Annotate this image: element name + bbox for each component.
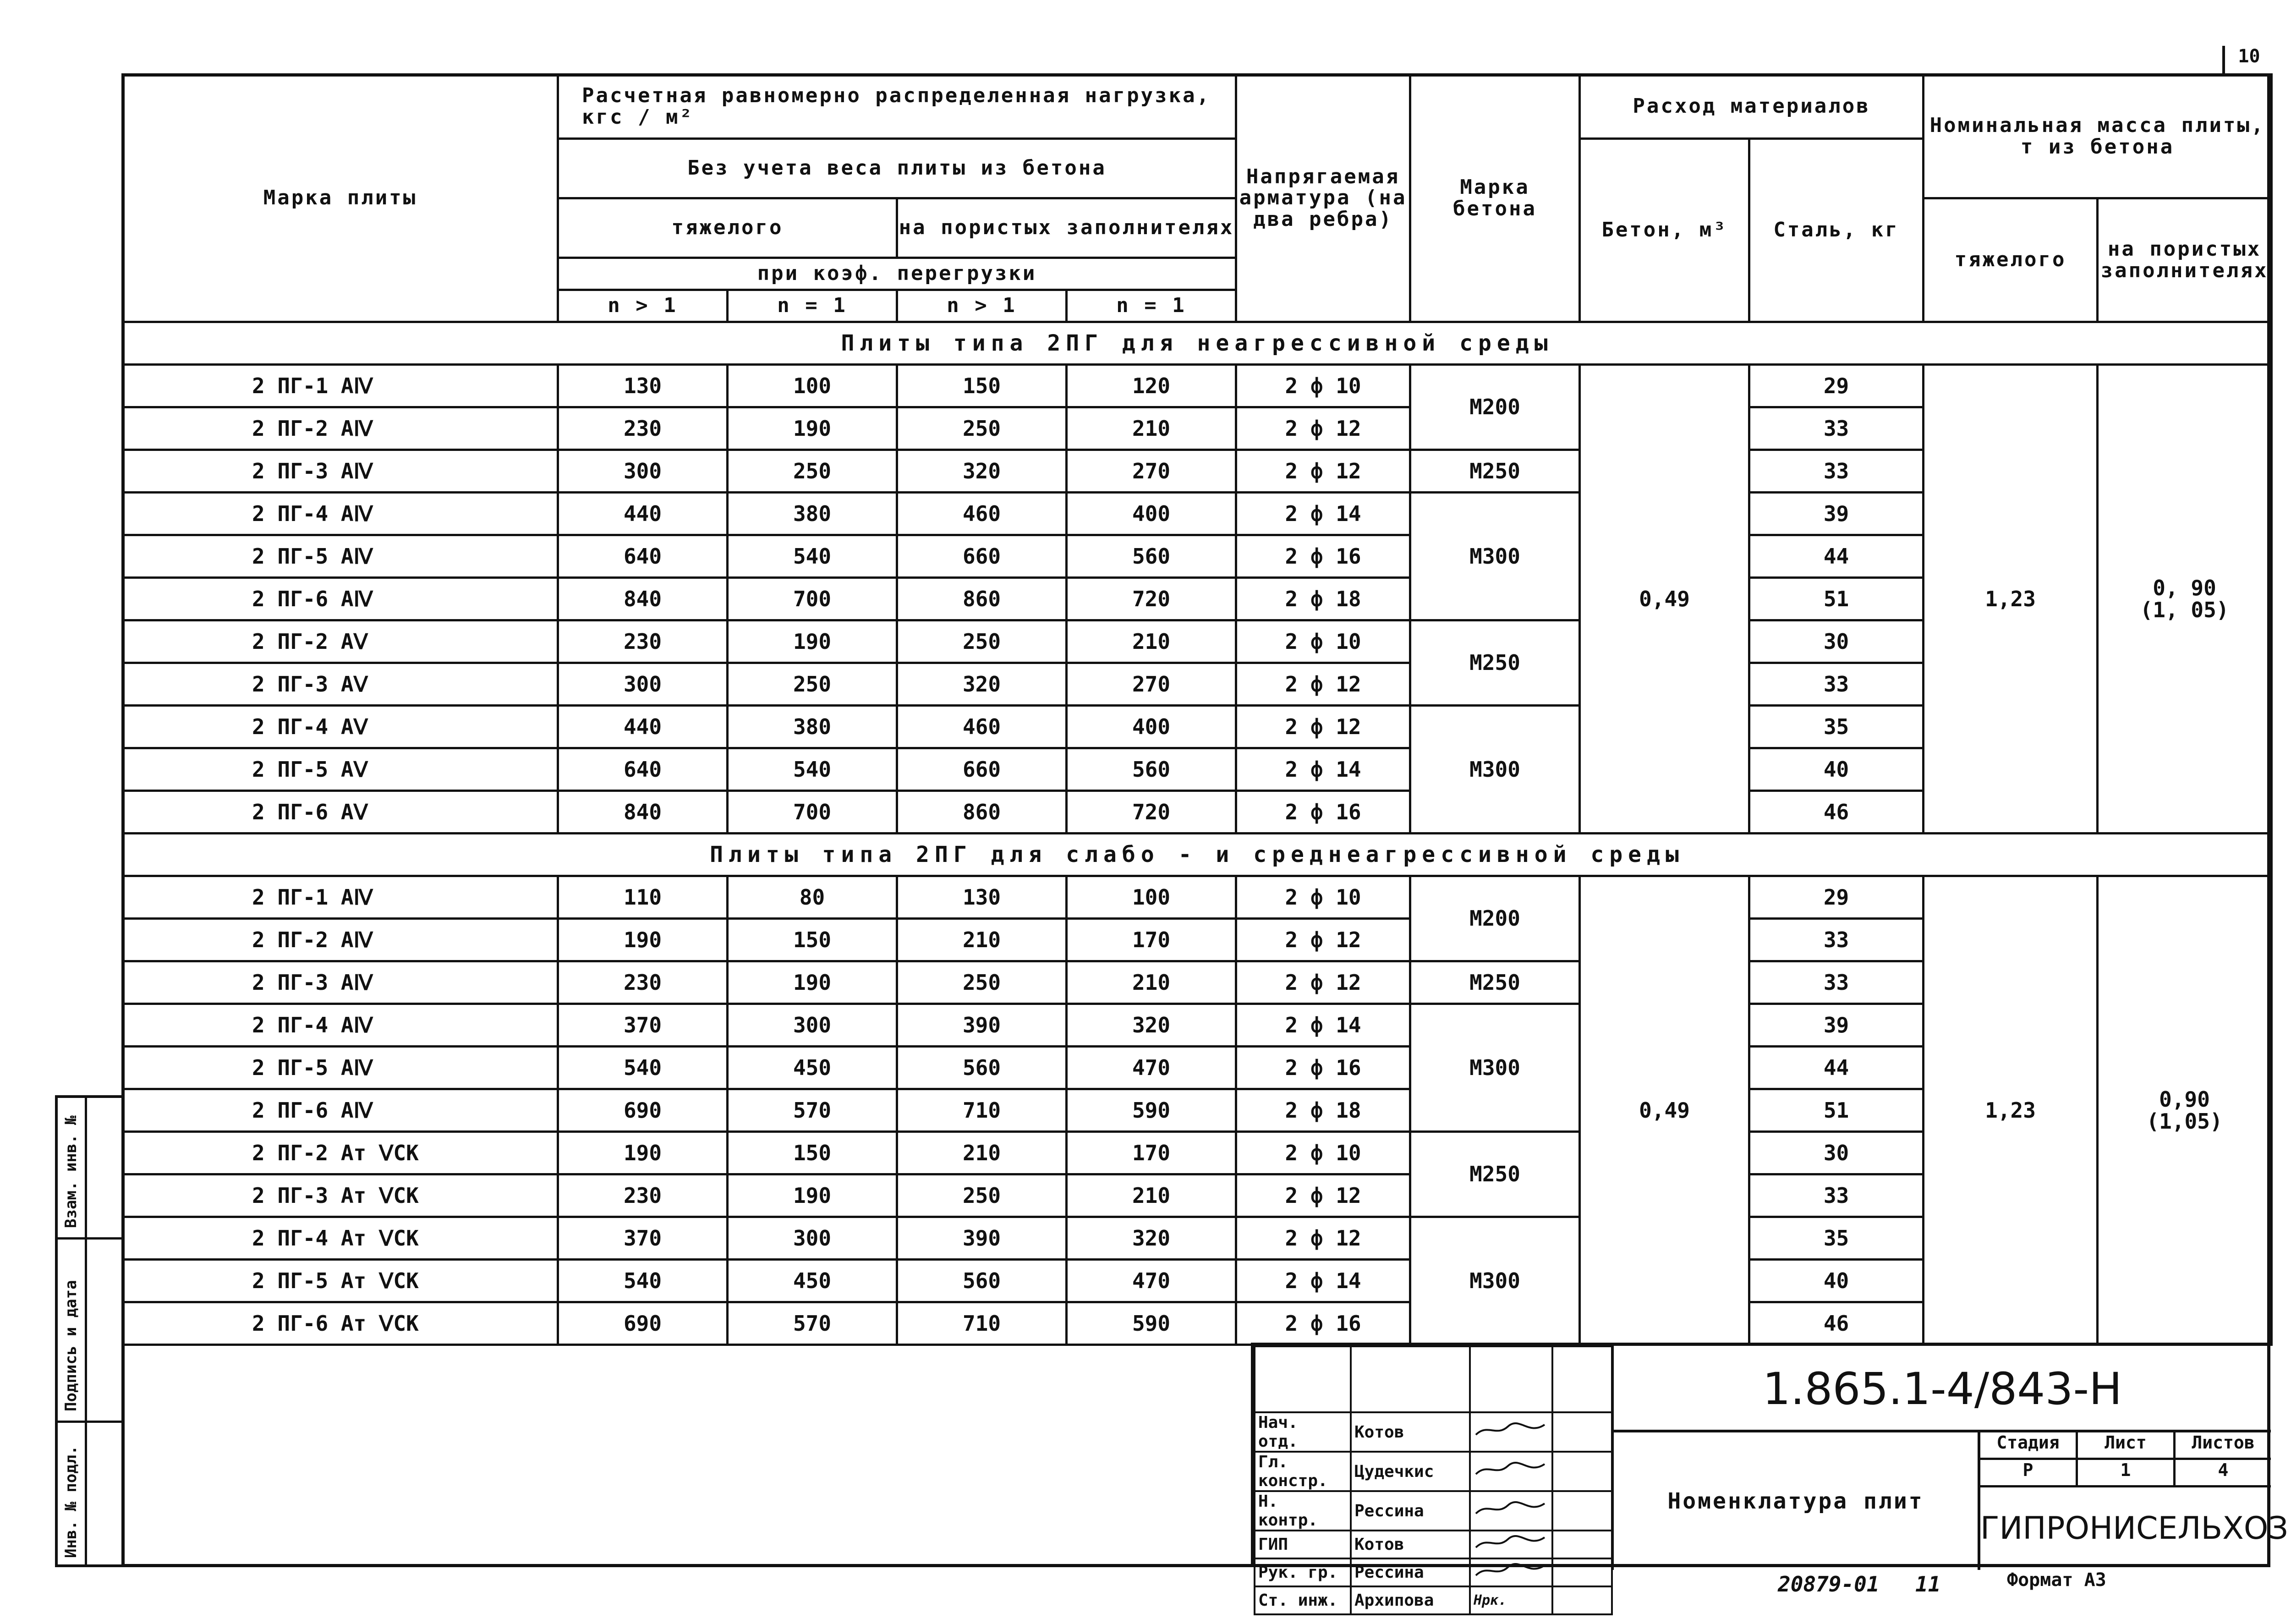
steel-cell: 33 (1749, 663, 1924, 706)
header-nominal-mass: Номинальная масса плиты, т из бетона (1924, 75, 2272, 198)
signers-blank-row (1255, 1346, 1612, 1412)
rebar-cell: 2 ф 16 (1236, 1047, 1410, 1089)
header-mass-heavy: тяжелого (1924, 198, 2098, 322)
load-heavy-n-eq1: 700 (728, 578, 897, 620)
load-porous-n-eq1: 720 (1067, 578, 1236, 620)
date-cell (1552, 1412, 1612, 1452)
load-heavy-n-eq1: 190 (728, 1174, 897, 1217)
mass-heavy-cell: 1,23 (1924, 365, 2098, 834)
load-heavy-n-eq1: 450 (728, 1260, 897, 1302)
signer-name: Архипова (1351, 1586, 1470, 1614)
load-porous-n-gt1: 210 (897, 1132, 1067, 1174)
load-porous-n-eq1: 400 (1067, 493, 1236, 535)
plate-mark: 2 ПГ-2 АⅣ (123, 919, 558, 961)
load-porous-n-eq1: 270 (1067, 450, 1236, 493)
plate-mark: 2 ПГ-4 Ат ⅤСК (123, 1217, 558, 1260)
steel-cell: 44 (1749, 535, 1924, 578)
plate-mark: 2 ПГ-4 АⅤ (123, 706, 558, 748)
plate-mark: 2 ПГ-1 АⅣ (123, 365, 558, 407)
steel-cell: 35 (1749, 1217, 1924, 1260)
load-heavy-n-gt1: 230 (558, 1174, 728, 1217)
concrete-mark-cell: М300 (1410, 706, 1580, 834)
signature-mark (1474, 1421, 1547, 1439)
signer-row (1255, 1412, 1612, 1452)
steel-cell: 39 (1749, 1004, 1924, 1047)
load-porous-n-eq1: 320 (1067, 1217, 1236, 1260)
load-porous-n-gt1: 150 (897, 365, 1067, 407)
load-porous-n-gt1: 250 (897, 620, 1067, 663)
signer-role: Рук. гр. (1255, 1558, 1351, 1586)
load-porous-n-eq1: 400 (1067, 706, 1236, 748)
concrete-mark-cell: М300 (1410, 1004, 1580, 1132)
header-porous-n-gt1: n > 1 (897, 290, 1067, 322)
stage-header-row (1978, 1432, 2271, 1460)
plate-mark: 2 ПГ-2 АⅤ (123, 620, 558, 663)
header-heavy-n-eq1: n = 1 (728, 290, 897, 322)
steel-cell: 30 (1749, 1132, 1924, 1174)
stamp-code: 1.865.1-4/843-Н (1611, 1345, 2271, 1432)
signature-mark (1474, 1534, 1547, 1552)
stage-label: Стадия (1980, 1432, 2078, 1458)
rebar-cell: 2 ф 16 (1236, 1302, 1410, 1345)
rebar-cell: 2 ф 14 (1236, 493, 1410, 535)
section-title: Плиты типа 2ПГ для неагрессивной среды (123, 322, 2272, 365)
plate-mark: 2 ПГ-2 АⅣ (123, 407, 558, 450)
load-heavy-n-eq1: 80 (728, 876, 897, 919)
concrete-volume-cell: 0,49 (1580, 365, 1749, 834)
blank-cell (1255, 1346, 1351, 1412)
concrete-volume-cell: 0,49 (1580, 876, 1749, 1345)
load-porous-n-gt1: 860 (897, 791, 1067, 834)
plate-mark: 2 ПГ-6 АⅣ (123, 1089, 558, 1132)
load-porous-n-gt1: 710 (897, 1089, 1067, 1132)
load-porous-n-gt1: 560 (897, 1260, 1067, 1302)
load-porous-n-eq1: 470 (1067, 1047, 1236, 1089)
load-heavy-n-gt1: 690 (558, 1302, 728, 1345)
load-heavy-n-gt1: 300 (558, 450, 728, 493)
signer-name: Котов (1351, 1412, 1470, 1452)
steel-cell: 29 (1749, 876, 1924, 919)
load-heavy-n-gt1: 370 (558, 1217, 728, 1260)
header-porous: на пористых заполнителях (897, 198, 1236, 258)
load-porous-n-eq1: 560 (1067, 535, 1236, 578)
signature (1470, 1452, 1552, 1491)
load-heavy-n-eq1: 380 (728, 706, 897, 748)
load-porous-n-gt1: 130 (897, 876, 1067, 919)
concrete-mark-cell: М250 (1410, 1132, 1580, 1217)
load-heavy-n-eq1: 300 (728, 1004, 897, 1047)
date-cell (1552, 1491, 1612, 1531)
concrete-mark-cell: М300 (1410, 1217, 1580, 1345)
blank-cell (1552, 1346, 1612, 1412)
section-title: Плиты типа 2ПГ для слабо - и среднеагрессивной среды (123, 834, 2272, 876)
header-steel: Сталь, кг (1749, 139, 1924, 322)
steel-cell: 35 (1749, 706, 1924, 748)
steel-cell: 29 (1749, 365, 1924, 407)
rebar-cell: 2 ф 12 (1236, 663, 1410, 706)
load-heavy-n-gt1: 540 (558, 1047, 728, 1089)
steel-cell: 33 (1749, 919, 1924, 961)
signature (1470, 1491, 1552, 1531)
rebar-cell: 2 ф 12 (1236, 407, 1410, 450)
date-cell (1552, 1452, 1612, 1491)
load-heavy-n-gt1: 370 (558, 1004, 728, 1047)
plate-mark: 2 ПГ-3 АⅤ (123, 663, 558, 706)
load-heavy-n-gt1: 130 (558, 365, 728, 407)
load-heavy-n-eq1: 150 (728, 919, 897, 961)
rebar-cell: 2 ф 12 (1236, 450, 1410, 493)
load-porous-n-eq1: 120 (1067, 365, 1236, 407)
load-porous-n-eq1: 100 (1067, 876, 1236, 919)
load-heavy-n-eq1: 250 (728, 663, 897, 706)
load-porous-n-eq1: 210 (1067, 620, 1236, 663)
load-heavy-n-eq1: 300 (728, 1217, 897, 1260)
header-without-weight: Без учета веса плиты из бетона (558, 139, 1236, 198)
load-porous-n-eq1: 470 (1067, 1260, 1236, 1302)
load-heavy-n-gt1: 640 (558, 535, 728, 578)
load-porous-n-gt1: 250 (897, 1174, 1067, 1217)
plate-mark: 2 ПГ-6 АⅣ (123, 578, 558, 620)
signer-row (1255, 1586, 1612, 1614)
concrete-mark-cell: М250 (1410, 961, 1580, 1004)
rebar-cell: 2 ф 14 (1236, 1004, 1410, 1047)
signature-mark (1474, 1460, 1547, 1479)
side-divider-v (85, 1095, 87, 1567)
plate-mark: 2 ПГ-5 АⅤ (123, 748, 558, 791)
header-heavy-n-gt1: n > 1 (558, 290, 728, 322)
signer-name: Рессина (1351, 1491, 1470, 1531)
load-heavy-n-eq1: 570 (728, 1302, 897, 1345)
plate-mark: 2 ПГ-4 АⅣ (123, 1004, 558, 1047)
header-consumption: Расход материалов (1580, 75, 1924, 139)
signature (1470, 1531, 1552, 1558)
page-number-box (2222, 46, 2273, 73)
load-heavy-n-gt1: 230 (558, 961, 728, 1004)
plate-mark: 2 ПГ-5 АⅣ (123, 535, 558, 578)
load-porous-n-gt1: 460 (897, 493, 1067, 535)
load-porous-n-eq1: 560 (1067, 748, 1236, 791)
signer-role: Ст. инж. (1255, 1586, 1351, 1614)
load-porous-n-eq1: 170 (1067, 919, 1236, 961)
rebar-cell: 2 ф 16 (1236, 535, 1410, 578)
rebar-cell: 2 ф 12 (1236, 706, 1410, 748)
rebar-cell: 2 ф 18 (1236, 578, 1410, 620)
load-heavy-n-gt1: 440 (558, 493, 728, 535)
load-porous-n-eq1: 270 (1067, 663, 1236, 706)
sheet-value: 1 (2078, 1460, 2176, 1485)
steel-cell: 51 (1749, 1089, 1924, 1132)
load-porous-n-eq1: 210 (1067, 407, 1236, 450)
signature (1470, 1558, 1552, 1586)
load-heavy-n-gt1: 110 (558, 876, 728, 919)
load-porous-n-eq1: 210 (1067, 961, 1236, 1004)
load-heavy-n-eq1: 150 (728, 1132, 897, 1174)
date-cell (1552, 1531, 1612, 1558)
rebar-cell: 2 ф 12 (1236, 961, 1410, 1004)
load-heavy-n-eq1: 190 (728, 961, 897, 1004)
load-porous-n-gt1: 390 (897, 1004, 1067, 1047)
load-heavy-n-eq1: 380 (728, 493, 897, 535)
load-porous-n-gt1: 560 (897, 1047, 1067, 1089)
date-cell (1552, 1586, 1612, 1614)
stage-value: Р (1980, 1460, 2078, 1485)
signer-row (1255, 1531, 1612, 1558)
rebar-cell: 2 ф 10 (1236, 1132, 1410, 1174)
steel-cell: 44 (1749, 1047, 1924, 1089)
rebar-cell: 2 ф 10 (1236, 876, 1410, 919)
load-porous-n-eq1: 210 (1067, 1174, 1236, 1217)
steel-cell: 33 (1749, 1174, 1924, 1217)
signer-role: Нач. отд. (1255, 1412, 1351, 1452)
signer-row (1255, 1558, 1612, 1586)
signature (1470, 1586, 1552, 1614)
rebar-cell: 2 ф 14 (1236, 1260, 1410, 1302)
load-heavy-n-gt1: 440 (558, 706, 728, 748)
concrete-mark-cell: М200 (1410, 876, 1580, 961)
load-heavy-n-gt1: 690 (558, 1089, 728, 1132)
load-porous-n-eq1: 590 (1067, 1302, 1236, 1345)
steel-cell: 33 (1749, 450, 1924, 493)
load-porous-n-gt1: 660 (897, 535, 1067, 578)
load-porous-n-gt1: 710 (897, 1302, 1067, 1345)
load-heavy-n-gt1: 190 (558, 919, 728, 961)
plate-mark: 2 ПГ-3 Ат ⅤСК (123, 1174, 558, 1217)
side-label-replace-inv: Взам. инв. № (62, 1115, 80, 1228)
load-heavy-n-gt1: 230 (558, 620, 728, 663)
load-porous-n-eq1: 720 (1067, 791, 1236, 834)
concrete-mark-cell: М250 (1410, 620, 1580, 706)
concrete-mark-cell: М250 (1410, 450, 1580, 493)
signature-mark (1474, 1500, 1547, 1518)
header-coef: при коэф. перегрузки (558, 258, 1236, 290)
load-porous-n-gt1: 660 (897, 748, 1067, 791)
load-heavy-n-eq1: 570 (728, 1089, 897, 1132)
load-porous-n-gt1: 460 (897, 706, 1067, 748)
plate-mark: 2 ПГ-6 АⅤ (123, 791, 558, 834)
load-heavy-n-eq1: 190 (728, 407, 897, 450)
load-porous-n-eq1: 590 (1067, 1089, 1236, 1132)
blank-cell (1470, 1346, 1552, 1412)
page-number: 10 (2238, 46, 2260, 67)
signer-name: Цудечкис (1351, 1452, 1470, 1491)
sheet-label: Лист (2078, 1432, 2176, 1458)
steel-cell: 33 (1749, 961, 1924, 1004)
header-heavy: тяжелого (558, 198, 897, 258)
side-label-inv-original: Инв. № подл. (62, 1445, 80, 1558)
rebar-cell: 2 ф 12 (1236, 1174, 1410, 1217)
rebar-cell: 2 ф 16 (1236, 791, 1410, 834)
steel-cell: 46 (1749, 791, 1924, 834)
load-heavy-n-gt1: 840 (558, 791, 728, 834)
table-row (123, 365, 2272, 407)
plate-mark: 2 ПГ-3 АⅣ (123, 961, 558, 1004)
header-porous-n-eq1: n = 1 (1067, 290, 1236, 322)
signer-name: Рессина (1351, 1558, 1470, 1586)
signer-name: Котов (1351, 1531, 1470, 1558)
steel-cell: 39 (1749, 493, 1924, 535)
signer-row (1255, 1491, 1612, 1531)
side-divider-1 (55, 1237, 121, 1240)
footer-copy: 11 (1915, 1572, 1941, 1597)
steel-cell: 40 (1749, 748, 1924, 791)
steel-cell: 46 (1749, 1302, 1924, 1345)
footer-format: Формат А3 (2007, 1569, 2106, 1591)
steel-cell: 40 (1749, 1260, 1924, 1302)
plate-mark: 2 ПГ-5 Ат ⅤСК (123, 1260, 558, 1302)
side-label-signature-date: Подпись и дата (62, 1280, 80, 1411)
date-cell (1552, 1558, 1612, 1586)
signer-row (1255, 1452, 1612, 1491)
load-porous-n-eq1: 170 (1067, 1132, 1236, 1174)
plate-mark: 2 ПГ-1 АⅣ (123, 876, 558, 919)
signer-role: ГИП (1255, 1531, 1351, 1558)
steel-cell: 30 (1749, 620, 1924, 663)
header-concrete: Бетон, м³ (1580, 139, 1749, 322)
rebar-cell: 2 ф 12 (1236, 1217, 1410, 1260)
header-mass-porous: на пористых заполнителях (2098, 198, 2272, 322)
header-load-title: Расчетная равномерно распределенная нагрузка, кгс / м² (558, 75, 1236, 139)
side-divider-2 (55, 1421, 121, 1423)
table-row (123, 876, 2272, 919)
rebar-cell: 2 ф 10 (1236, 620, 1410, 663)
load-porous-n-gt1: 320 (897, 450, 1067, 493)
signature-mark (1474, 1562, 1547, 1580)
signer-role: Н. контр. (1255, 1491, 1351, 1531)
plate-mark: 2 ПГ-3 АⅣ (123, 450, 558, 493)
mass-heavy-cell: 1,23 (1924, 876, 2098, 1345)
header-concrete-mark: Марка бетона (1410, 75, 1580, 322)
load-heavy-n-eq1: 450 (728, 1047, 897, 1089)
plate-mark: 2 ПГ-4 АⅣ (123, 493, 558, 535)
concrete-mark-cell: М300 (1410, 493, 1580, 620)
load-heavy-n-eq1: 540 (728, 748, 897, 791)
load-porous-n-gt1: 210 (897, 919, 1067, 961)
load-heavy-n-eq1: 250 (728, 450, 897, 493)
rebar-cell: 2 ф 14 (1236, 748, 1410, 791)
load-heavy-n-eq1: 100 (728, 365, 897, 407)
plate-mark: 2 ПГ-2 Ат ⅤСК (123, 1132, 558, 1174)
footer-inventory: 20879-01 (1778, 1572, 1880, 1597)
sheets-value: 4 (2218, 1460, 2229, 1480)
stamp-title: Номенклатура плит (1611, 1432, 1978, 1570)
load-heavy-n-gt1: 230 (558, 407, 728, 450)
load-heavy-n-gt1: 840 (558, 578, 728, 620)
load-heavy-n-eq1: 700 (728, 791, 897, 834)
mass-porous-cell: 0, 90 (1, 05) (2098, 365, 2272, 834)
load-porous-n-gt1: 250 (897, 407, 1067, 450)
signature (1470, 1412, 1552, 1452)
nomenclature-table (121, 73, 2273, 1346)
blank-cell (1351, 1346, 1470, 1412)
stamp-org: ГИПРОНИСЕЛЬХОЗ (1978, 1487, 2271, 1570)
sheets-label: Листов (2192, 1432, 2255, 1453)
load-porous-n-gt1: 320 (897, 663, 1067, 706)
load-porous-n-gt1: 860 (897, 578, 1067, 620)
steel-cell: 33 (1749, 407, 1924, 450)
plate-mark: 2 ПГ-6 Ат ⅤСК (123, 1302, 558, 1345)
plate-mark: 2 ПГ-5 АⅣ (123, 1047, 558, 1089)
load-porous-n-gt1: 390 (897, 1217, 1067, 1260)
load-heavy-n-gt1: 300 (558, 663, 728, 706)
mass-porous-cell: 0,90 (1,05) (2098, 876, 2272, 1345)
rebar-cell: 2 ф 12 (1236, 919, 1410, 961)
rebar-cell: 2 ф 18 (1236, 1089, 1410, 1132)
load-porous-n-eq1: 320 (1067, 1004, 1236, 1047)
signer-role: Гл. констр. (1255, 1452, 1351, 1491)
steel-cell: 51 (1749, 578, 1924, 620)
load-heavy-n-eq1: 190 (728, 620, 897, 663)
load-heavy-n-gt1: 640 (558, 748, 728, 791)
load-heavy-n-gt1: 540 (558, 1260, 728, 1302)
signature-initials: Нрк. (1474, 1592, 1507, 1608)
signers-table (1254, 1345, 1613, 1615)
header-mark: Марка плиты (123, 75, 558, 322)
load-heavy-n-gt1: 190 (558, 1132, 728, 1174)
stage-value-row (1978, 1460, 2271, 1487)
load-heavy-n-eq1: 540 (728, 535, 897, 578)
concrete-mark-cell: М200 (1410, 365, 1580, 450)
load-porous-n-gt1: 250 (897, 961, 1067, 1004)
rebar-cell: 2 ф 10 (1236, 365, 1410, 407)
header-rebar: Напрягаемая арматура (на два ребра) (1236, 75, 1410, 322)
